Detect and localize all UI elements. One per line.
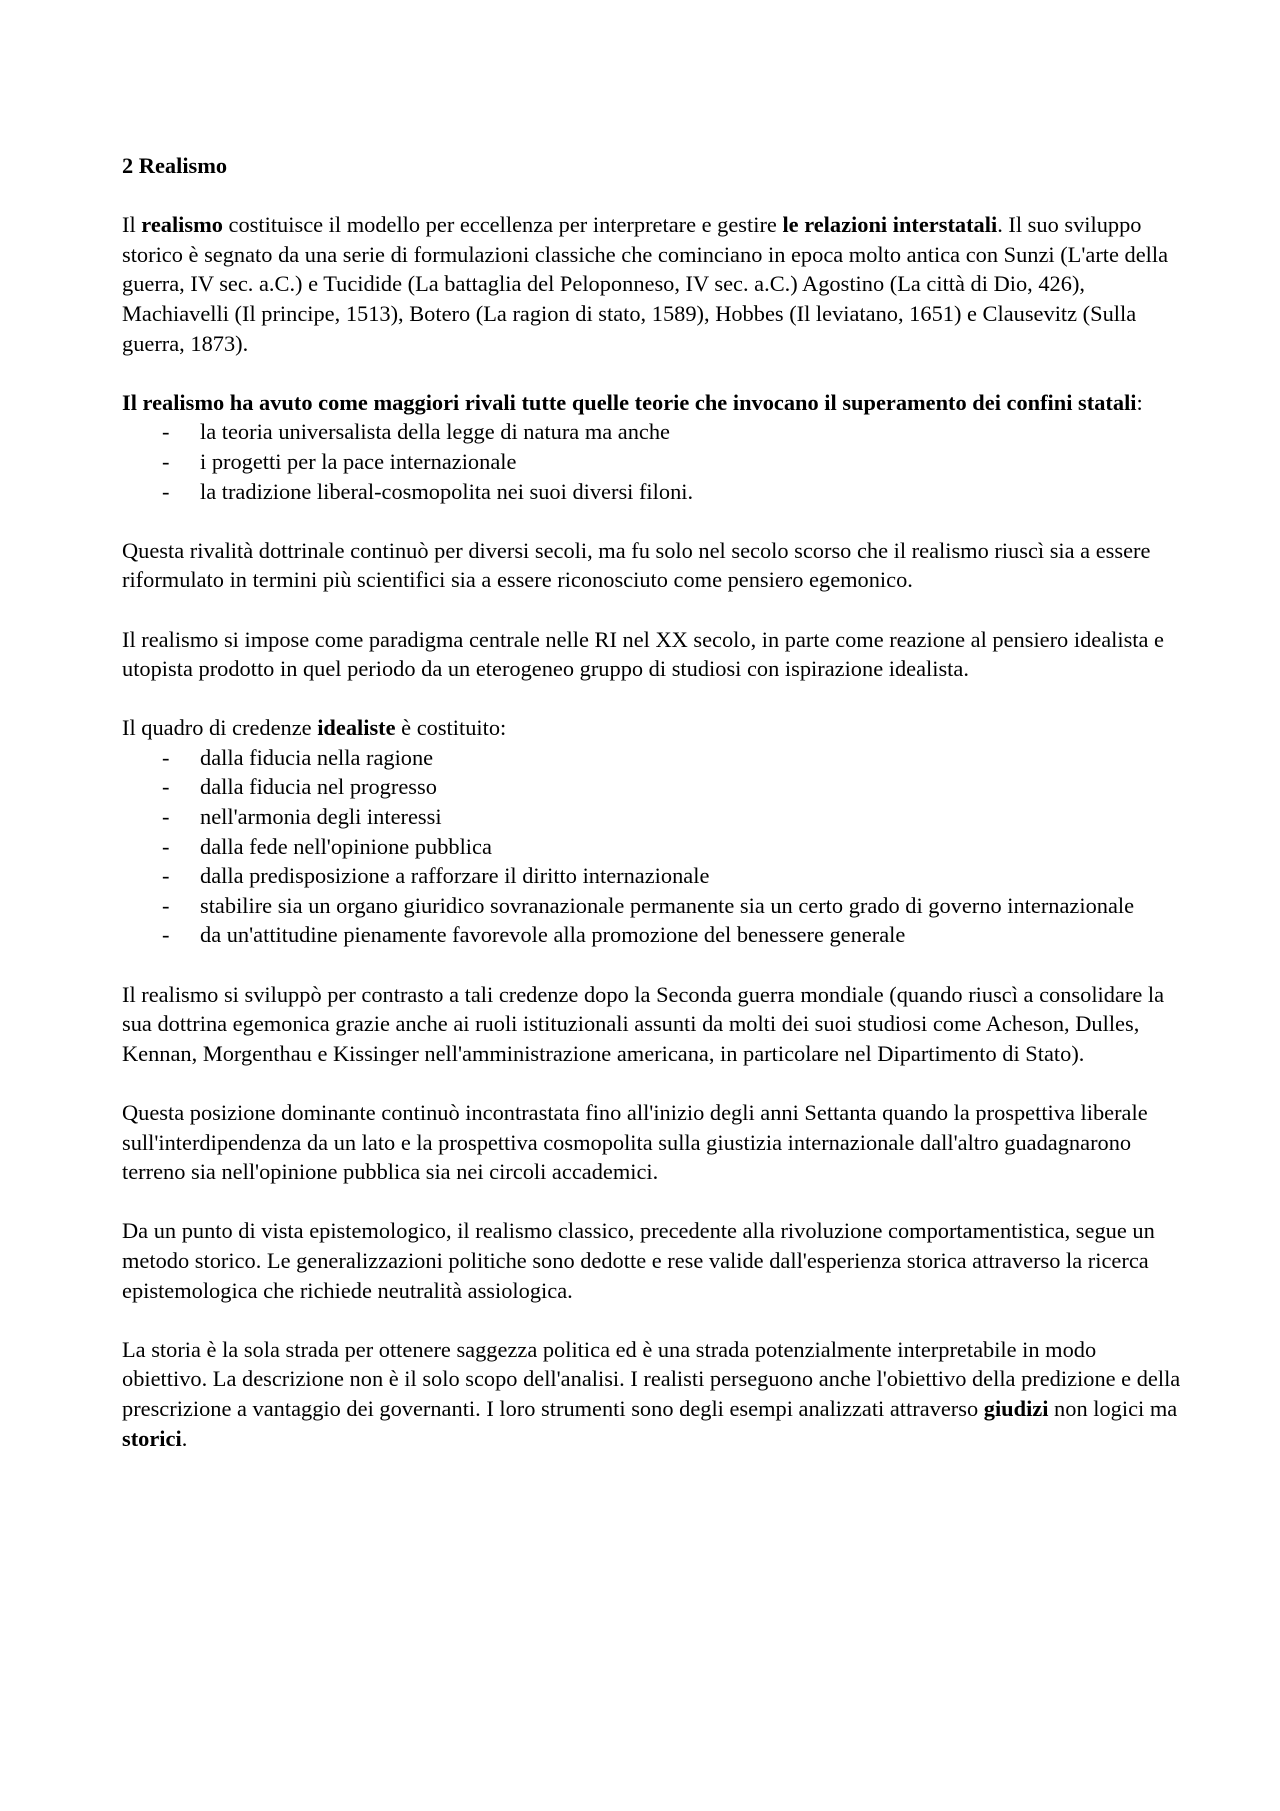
list-item: - dalla predisposizione a rafforzare il diritto internazionale	[122, 861, 1182, 891]
spacer	[122, 1305, 1182, 1335]
list-item: - dalla fede nell'opinione pubblica	[122, 832, 1182, 862]
dash-bullet: -	[162, 448, 170, 474]
list-item: - da un'attitudine pienamente favorevole alla promozione del benessere generale	[122, 920, 1182, 950]
dash-bullet: -	[162, 863, 170, 889]
paragraph-idealist-beliefs: Il quadro di credenze idealiste è costituito:	[122, 715, 507, 741]
spacer	[122, 181, 1182, 211]
paragraph-dominance: Questa posizione dominante continuò incontrastata fino all'inizio degli anni Settanta quando la prospettiva liberale sull'interdipendenza da un lato e la prospettiva cosmopolita sulla giustizia internazionale dall'altro guadagnarono terreno sia nell'opinione pubblica sia nei circoli accademici.	[122, 1100, 1148, 1185]
bold-term: realismo	[141, 212, 223, 238]
paragraph-paradigm: Il realismo si impose come paradigma centrale nelle RI nel XX secolo, in parte come reazione al pensiero idealista e utopista prodotto in quel periodo da un eterogeneo gruppo di studiosi con ispirazione idealista.	[122, 626, 1164, 682]
bold-term: idealiste	[317, 715, 396, 741]
bold-term: le relazioni interstatali	[782, 212, 998, 238]
rivals-list	[122, 417, 1182, 506]
dash-bullet: -	[162, 804, 170, 830]
spacer	[122, 950, 1182, 980]
paragraph-rivals: Il realismo ha avuto come maggiori rivali tutte quelle teorie che invocano il superamento dei confini statali:	[122, 389, 1143, 415]
bold-term: storici	[122, 1425, 182, 1451]
spacer	[122, 1068, 1182, 1098]
beliefs-list	[122, 743, 1182, 950]
dash-bullet: -	[162, 892, 170, 918]
list-item: - la tradizione liberal-cosmopolita nei suoi diversi filoni.	[122, 477, 1182, 507]
spacer	[122, 684, 1182, 714]
list-item: - nell'armonia degli interessi	[122, 802, 1182, 832]
spacer	[122, 1187, 1182, 1217]
section-heading: 2 Realismo	[122, 153, 228, 178]
document-body	[122, 151, 1182, 1453]
paragraph-rivalry: Questa rivalità dottrinale continuò per diversi secoli, ma fu solo nel secolo scorso che il realismo riuscì sia a essere riformulato in termini più scientifici sia a essere riconosciuto come pensiero egemonico.	[122, 537, 1151, 593]
dash-bullet: -	[162, 744, 170, 770]
list-item: - dalla fiducia nella ragione	[122, 743, 1182, 773]
dash-bullet: -	[162, 833, 170, 859]
dash-bullet: -	[162, 478, 170, 504]
paragraph-history: La storia è la sola strada per ottenere saggezza politica ed è una strada potenzialmente interpretabile in modo obiettivo. La descrizione non è il solo scopo dell'analisi. I realisti perseguono anche l'obiettivo della predizione e della prescrizione a vantaggio dei governanti. I loro strumenti sono degli esempi analizzati attraverso giudizi non logici ma storici.	[122, 1336, 1181, 1451]
paragraph-intro: Il realismo costituisce il modello per eccellenza per interpretare e gestire le relazioni interstatali. Il suo sviluppo storico è segnato da una serie di formulazioni classiche che cominciano in epoca molto antica con Sunzi (L'arte della guerra, IV sec. a.C.) e Tucidide (La battaglia del Peloponneso, IV sec. a.C.) Agostino (La città di Dio, 426), Machiavelli (Il principe, 1513), Botero (La ragion di stato, 1589), Hobbes (Il leviatano, 1651) e Clausevitz (Sulla guerra, 1873).	[122, 212, 1169, 356]
dash-bullet: -	[162, 419, 170, 445]
spacer	[122, 358, 1182, 388]
dash-bullet: -	[162, 774, 170, 800]
dash-bullet: -	[162, 922, 170, 948]
spacer	[122, 506, 1182, 536]
spacer	[122, 595, 1182, 625]
paragraph-epistemology: Da un punto di vista epistemologico, il realismo classico, precedente alla rivoluzione comportamentistica, segue un metodo storico. Le generalizzazioni politiche sono dedotte e rese valide dall'esperienza storica attraverso la ricerca epistemologica che richiede neutralità assiologica.	[122, 1218, 1155, 1303]
list-item: - stabilire sia un organo giuridico sovranazionale permanente sia un certo grado di governo internazionale	[122, 891, 1182, 921]
bold-term: giudizi	[983, 1395, 1049, 1421]
paragraph-contrast: Il realismo si sviluppò per contrasto a tali credenze dopo la Seconda guerra mondiale (quando riuscì a consolidare la sua dottrina egemonica grazie anche ai ruoli istituzionali assunti da molti dei suoi studiosi come Acheson, Dulles, Kennan, Morgenthau e Kissinger nell'amministrazione americana, in particolare nel Dipartimento di Stato).	[122, 981, 1165, 1066]
list-item: - la teoria universalista della legge di natura ma anche	[122, 417, 1182, 447]
bold-statement: Il realismo ha avuto come maggiori rivali tutte quelle teorie che invocano il superamento dei confini statali	[122, 389, 1137, 415]
list-item: - dalla fiducia nel progresso	[122, 772, 1182, 802]
list-item: - i progetti per la pace internazionale	[122, 447, 1182, 477]
